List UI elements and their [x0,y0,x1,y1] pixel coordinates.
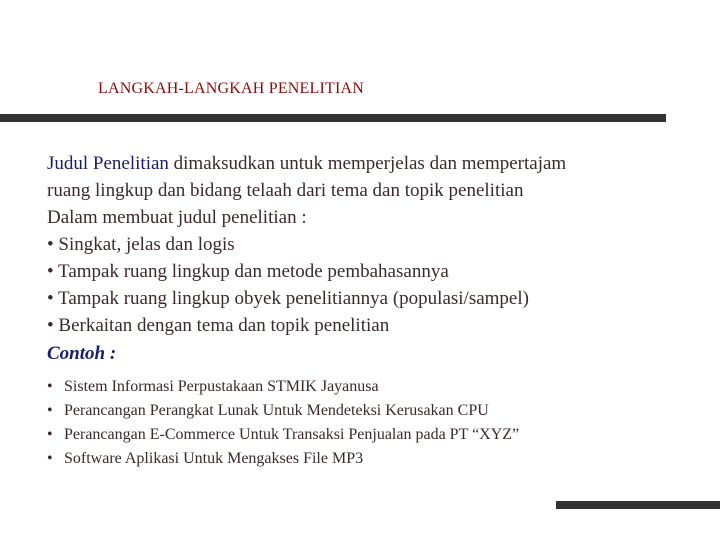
criteria-item: • Berkaitan dengan tema dan topik penelitian [47,315,390,336]
slide-content [47,150,707,471]
example-list [47,375,707,471]
bullet-icon: • [47,450,53,467]
bullet-icon: • [47,426,53,443]
slide-title: LANGKAH-LANGKAH PENELITIAN [98,80,365,97]
example-heading: Contoh : [47,343,117,364]
example-text: Perancangan Perangkat Lunak Untuk Mendeteksi Kerusakan CPU [64,402,489,419]
intro-line-3: Dalam membuat judul penelitian : [47,207,307,228]
example-item [47,375,707,399]
example-text: Software Aplikasi Untuk Mengakses File MP3 [64,450,364,467]
footer-divider [556,501,720,509]
example-text: Sistem Informasi Perpustakaan STMIK Jayanusa [64,378,379,395]
example-item [47,399,707,423]
example-item [47,447,707,471]
intro-line-1 [47,150,707,177]
intro-line-2: ruang lingkup dan bidang telaah dari tema dan topik penelitian [47,180,524,201]
title-divider [0,114,666,122]
criteria-item: • Singkat, jelas dan logis [47,234,235,255]
intro-rest: dimaksudkan untuk memperjelas dan mempertajam [168,153,567,174]
bullet-icon: • [47,378,53,395]
criteria-item: • Tampak ruang lingkup dan metode pembahasannya [47,261,449,282]
example-text: Perancangan E-Commerce Untuk Transaksi Penjualan pada PT “XYZ” [64,426,520,443]
example-item [47,423,707,447]
intro-term: Judul Penelitian [47,153,169,174]
bullet-icon: • [47,402,53,419]
criteria-item: • Tampak ruang lingkup obyek penelitiannya (populasi/sampel) [47,288,529,309]
